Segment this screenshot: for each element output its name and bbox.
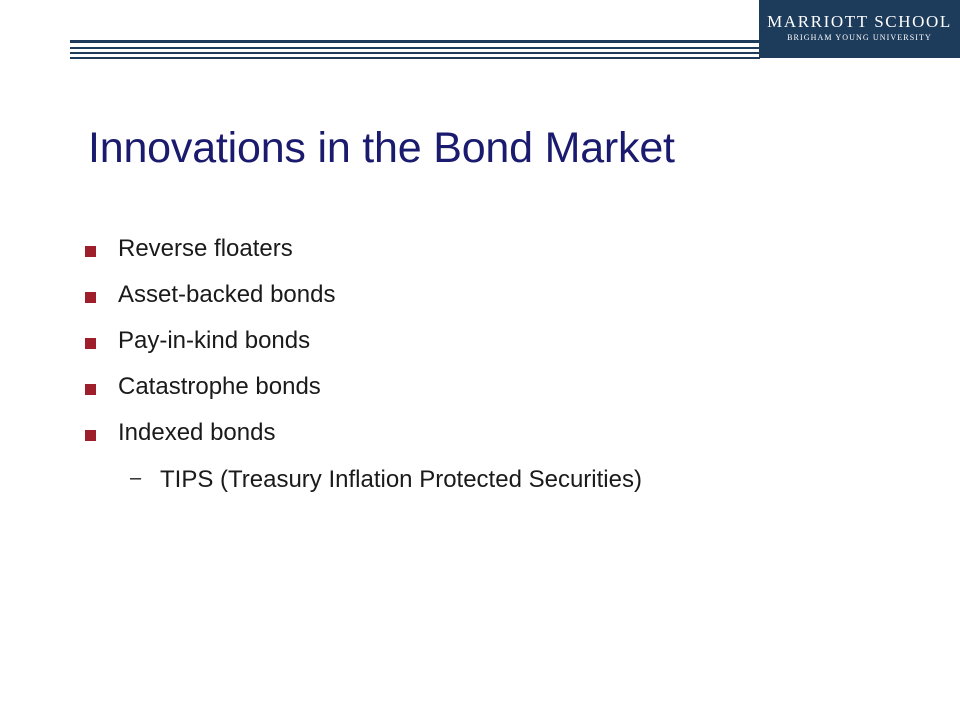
sub-bullet-text: TIPS (Treasury Inflation Protected Securities) [160,466,642,493]
square-bullet-icon [85,384,96,395]
header-rule-lines [70,40,760,62]
square-bullet-icon [85,246,96,257]
logo-name: MARRIOTT SCHOOL [767,12,952,31]
bullet-text: Indexed bonds [118,419,276,446]
bullet-text: Catastrophe bonds [118,373,321,400]
square-bullet-icon [85,338,96,349]
bullet-text: Asset-backed bonds [118,281,336,308]
marriott-school-logo [759,0,960,58]
bullet-text: Reverse floaters [118,235,293,262]
square-bullet-icon [85,292,96,303]
square-bullet-icon [85,430,96,441]
logo-subtitle: BRIGHAM YOUNG UNIVERSITY [787,33,932,42]
slide-title: Innovations in the Bond Market [88,124,675,172]
dash-bullet-icon: – [130,467,142,489]
bullet-text: Pay-in-kind bonds [118,327,311,354]
